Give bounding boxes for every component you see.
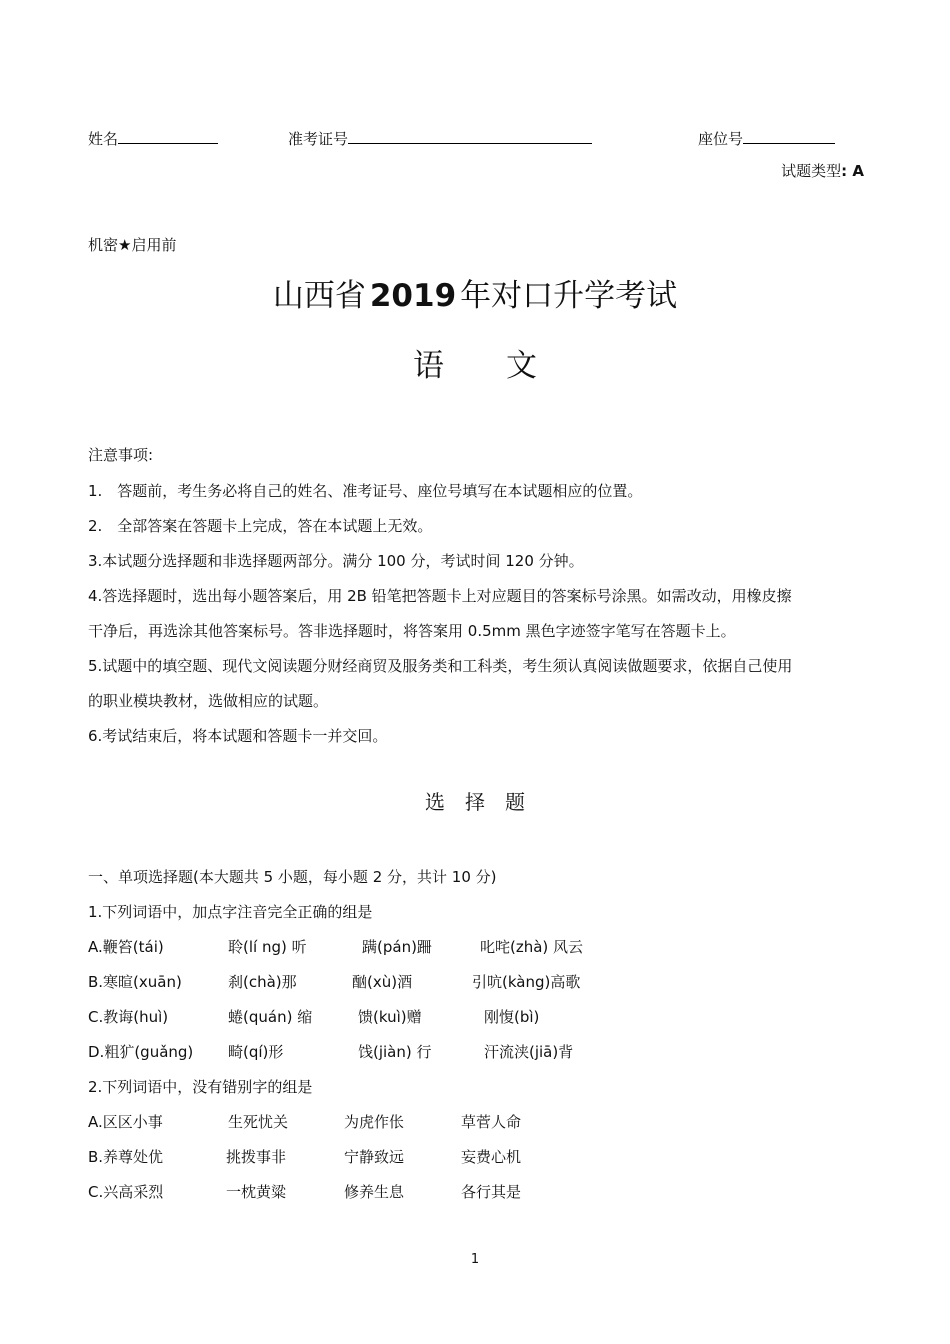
- option-cell: 蹒(pán)跚: [362, 938, 432, 956]
- option-cell: 刚愎(bì): [484, 1008, 540, 1026]
- option-cell: C.兴高采烈: [88, 1183, 164, 1201]
- subject-title: 语 文: [413, 348, 537, 384]
- option-cell: 酗(xù)酒: [352, 973, 413, 991]
- paper-type: [781, 160, 864, 181]
- paper-type-value: : A: [841, 162, 864, 180]
- note-item: 2. 全部答案在答题卡上完成，答在本试题上无效。: [88, 517, 433, 535]
- option-cell: 畸(qí)形: [228, 1043, 284, 1061]
- exam-no-label: 准考证号: [288, 130, 349, 148]
- exam-title-part2: 年对口升学考试: [460, 278, 678, 314]
- notes-heading: 注意事项:: [88, 446, 154, 464]
- note-item: 的职业模块教材，选做相应的试题。: [88, 692, 329, 710]
- option-cell: C.教诲(huì): [88, 1008, 169, 1026]
- exam-title-year: 2019: [369, 278, 457, 314]
- option-cell: 饯(jiàn) 行: [358, 1043, 432, 1061]
- option-cell: 一枕黄粱: [226, 1183, 287, 1201]
- section-title: 选 择 题: [425, 790, 525, 814]
- paper-type-label: 试题类型: [781, 162, 842, 180]
- exam-no-field-row: [288, 128, 592, 149]
- note-item: 5.试题中的填空题、现代文阅读题分财经商贸及服务类和工科类，考生须认真阅读做题要求，依据自己使用: [88, 657, 793, 675]
- note-item: 1. 答题前，考生务必将自己的姓名、准考证号、座位号填写在本试题相应的位置。: [88, 482, 643, 500]
- option-cell: B.寒暄(xuān): [88, 973, 182, 991]
- option-cell: 草菅人命: [461, 1113, 522, 1131]
- note-item: 干净后，再选涂其他答案标号。答非选择题时，将答案用 0.5mm 黑色字迹签字笔写在答题卡上。: [88, 622, 736, 640]
- option-cell: 妄费心机: [461, 1148, 522, 1166]
- option-cell: 刹(chà)那: [228, 973, 297, 991]
- exam-title-part1: 山西省: [272, 278, 366, 314]
- secret-mark: 机密★启用前: [88, 236, 177, 254]
- note-item: 4.答选择题时，选出每小题答案后，用 2B 铅笔把答题卡上对应题目的答案标号涂黑。如需改动，用橡皮擦: [88, 587, 792, 605]
- page-number: 1: [470, 1252, 480, 1267]
- option-cell: 修养生息: [344, 1183, 405, 1201]
- q1-stem: 1.下列词语中，加点字注音完全正确的组是: [88, 903, 373, 921]
- option-cell: 聆(lí ng) 听: [228, 938, 307, 956]
- option-cell: 为虎作伥: [344, 1113, 405, 1131]
- exam-title: [0, 270, 950, 315]
- q2-stem: 2.下列词语中，没有错别字的组是: [88, 1078, 313, 1096]
- seat-field-row: [698, 128, 835, 149]
- option-cell: 汗流浃(jiā)背: [484, 1043, 574, 1061]
- option-cell: 馈(kuì)赠: [358, 1008, 422, 1026]
- option-cell: 宁静致远: [344, 1148, 405, 1166]
- option-cell: A.区区小事: [88, 1113, 163, 1131]
- seat-blank: [743, 142, 835, 144]
- seat-label: 座位号: [698, 130, 744, 148]
- note-item: 3.本试题分选择题和非选择题两部分。满分 100 分，考试时间 120 分钟。: [88, 552, 584, 570]
- option-cell: D.粗犷(guǎng): [88, 1043, 194, 1061]
- option-cell: 叱咤(zhà) 风云: [480, 938, 584, 956]
- name-field-row: [88, 128, 218, 149]
- option-cell: 挑拨事非: [226, 1148, 287, 1166]
- option-cell: B.养尊处优: [88, 1148, 164, 1166]
- name-blank: [118, 142, 218, 144]
- exam-no-blank: [348, 142, 592, 144]
- part1-heading: 一、单项选择题(本大题共 5 小题，每小题 2 分，共计 10 分): [88, 868, 497, 886]
- option-cell: 各行其是: [461, 1183, 522, 1201]
- option-cell: 引吭(kàng)高歌: [472, 973, 581, 991]
- name-label: 姓名: [88, 130, 119, 148]
- option-cell: 生死忧关: [228, 1113, 289, 1131]
- note-item: 6.考试结束后，将本试题和答题卡一并交回。: [88, 727, 388, 745]
- option-cell: 蜷(quán) 缩: [228, 1008, 313, 1026]
- option-cell: A.鞭笞(tái): [88, 938, 164, 956]
